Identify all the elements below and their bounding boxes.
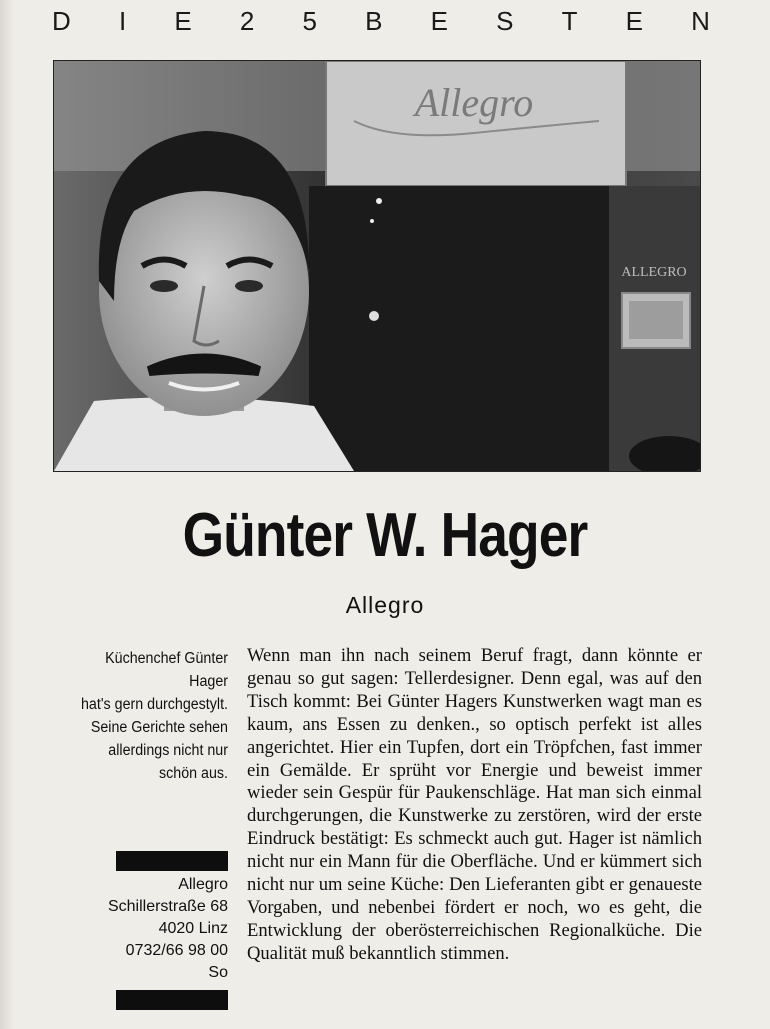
restaurant-address xyxy=(104,874,228,984)
address-line: 0732/66 98 00 xyxy=(125,942,228,959)
header-letter: D xyxy=(52,6,73,36)
page-edge xyxy=(0,0,14,1029)
address-line: So xyxy=(208,964,228,981)
header-letter: 5 xyxy=(302,6,319,36)
header-letter: S xyxy=(496,6,516,36)
restaurant-name: Allegro xyxy=(345,592,425,618)
article-body xyxy=(247,645,702,966)
caption-line: Küchenchef Günter Hager xyxy=(105,650,228,690)
section-header xyxy=(52,6,712,40)
address-bar-top xyxy=(116,851,228,871)
caption-line: hat's gern durchgestylt. xyxy=(81,696,228,713)
header-letter: I xyxy=(118,6,129,36)
article-paragraph: Wenn man ihn nach seinem Beruf fragt, dann könnte er genau so gut sagen: Tellerdesigner. Denn egal, was auf den Tisch kommt: Bei Günter Hagers Kunstwerken wagt man es kaum, ans Essen zu denken., so optisch perfekt ist alles angerichtet. Hier ein Tupfen, dort ein Tröpfchen, fast immer ein Gemälde. Er sprüht vor Energie und beweist immer wieder sein Gespür für Paukenschläge. Hat man sich einmal durchgerungen, die Kunstwerke zu zerstören, wird der erste Eindruck bestätigt: Es schmeckt auch gut. Hager ist nämlich nicht nur ein Mann für die Oberfläche. Und er kümmert sich nicht nur um seine Küche: Den Lieferanten gibt er genaueste Vorgaben, und nebenbei fördert er noch, wo es geht, die Entwicklung der oberösterreichischen Regionalküche. Die Qualität muß bekanntlich stimmen. xyxy=(247,645,702,964)
address-line: Allegro xyxy=(178,876,228,893)
header-letter: N xyxy=(691,6,712,36)
caption-line: Seine Gerichte sehen xyxy=(90,719,229,736)
chef-photo xyxy=(53,60,701,472)
sign-text: Allegro xyxy=(414,80,534,125)
header-letter: B xyxy=(365,6,385,36)
chef-photo-illustration xyxy=(54,61,700,471)
header-letter: T xyxy=(561,6,580,36)
header-letter: E xyxy=(625,6,645,36)
header-letter: E xyxy=(430,6,450,36)
door-sign-text: ALLEGRO xyxy=(621,265,687,280)
address-bar-bottom xyxy=(116,990,228,1010)
header-letter: E xyxy=(174,6,194,36)
header-letter: 2 xyxy=(239,6,257,36)
caption-line: schön aus. xyxy=(159,765,228,782)
caption-line: allerdings nicht nur xyxy=(108,742,228,759)
chef-name: Günter W. Hager xyxy=(182,501,588,570)
address-line: 4020 Linz xyxy=(158,920,228,937)
photo-caption xyxy=(70,647,228,785)
address-line: Schillerstraße 68 xyxy=(107,898,228,915)
